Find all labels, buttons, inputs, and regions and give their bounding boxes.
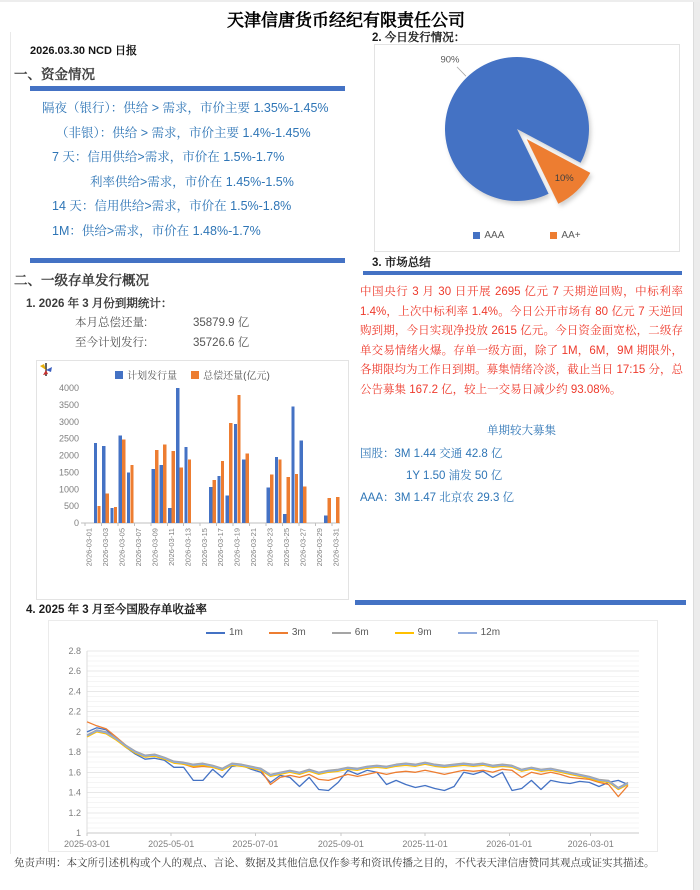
legend-label: 总偿还量(亿元) [203,371,270,382]
plan-bar [217,476,220,523]
legend-item [395,627,432,638]
bar-x-tick-label: 2026-03-03 [101,528,111,567]
line-y-tick-label: 2 [75,726,81,737]
legend-swatch [191,371,199,379]
pie-chart-legend [375,230,679,241]
legend-label: 计划发行量 [127,371,178,382]
plan-bar [168,508,171,523]
plan-bar [234,424,237,523]
plan-bar [242,460,245,523]
section-market-summary-heading: 3. 市场总结 [372,257,431,269]
legend-swatch [332,632,351,634]
funding-line: 14 天：信用供给>需求，市价在 1.5%-1.8% [52,199,292,213]
repay-bar [188,460,191,523]
repay-bar [106,493,109,523]
report-date: 2026.03.30 NCD 日报 [30,45,137,57]
bar-x-tick-label: 2026-03-17 [216,528,226,567]
disclaimer: 免责声明：本文所引述机构或个人的观点、言论、数据及其他信息仅作参考和资讯传播之目的，不代表天津信唐赞同其观点或证实其描述。 [14,857,655,869]
legend-label: 12m [480,627,501,638]
section-issuance-heading: 二、一级存单发行概况 [14,273,149,288]
plan-bar [324,516,327,523]
raise-item: AAA：3M 1.47 北京农 29.3 亿 [360,492,515,504]
raise-item: 1Y 1.50 浦发 50 亿 [406,470,503,482]
bar-y-tick-label: 2500 [58,433,79,444]
repay-bar [278,460,281,523]
line-y-tick-label: 1.4 [68,787,81,798]
page-left-edge [10,32,11,854]
large-raise-items [360,443,514,509]
bar-x-tick-label: 2026-03-29 [314,528,324,567]
line-y-tick-label: 1 [75,828,81,838]
legend-label: 1m [228,627,243,638]
divider-bar [355,600,686,605]
plan-bar [176,388,179,523]
legend-item [206,627,243,638]
plan-bar [110,508,113,523]
line-y-tick-label: 2.4 [68,686,81,697]
bar-chart-plot [37,361,346,597]
legend-item [269,627,306,638]
repay-bar [114,507,117,523]
legend-label: AA+ [561,230,581,241]
bar-y-tick-label: 3500 [58,399,79,410]
line-y-tick-label: 1.6 [68,767,81,778]
bar-chart [36,360,349,600]
funding-line: 1M：供给>需求，市价在 1.48%-1.7% [52,223,261,238]
repay-bar [237,395,240,523]
legend-label: 3m [291,627,306,638]
legend-item [550,230,580,241]
divider-bar [30,86,345,91]
legend-item [191,367,270,382]
plan-bar [94,443,97,523]
legend-swatch [395,632,414,634]
plan-bar [102,446,105,523]
legend-label: 9m [417,627,432,638]
divider-bar [363,271,682,275]
stat-label: 至今计划发行: [75,337,148,349]
repay-bar [97,506,100,523]
repay-bar [328,498,331,523]
legend-swatch [115,371,123,379]
bar-y-tick-label: 1500 [58,467,79,478]
maturity-stats-heading: 1. 2026 年 3 月份到期统计： [26,298,173,310]
line-x-tick-label: 2025-09-01 [317,839,364,849]
legend-item [473,230,504,241]
line-x-tick-label: 2025-07-01 [232,839,279,849]
legend-label: AAA [484,230,505,241]
repay-bar [287,477,290,523]
bar-x-tick-label: 2026-03-19 [232,528,242,567]
bar-y-tick-label: 2000 [58,450,79,461]
bar-y-tick-label: 4000 [58,383,79,393]
section-yield-heading: 4. 2025 年 3 月至今国股存单收益率 [26,604,207,616]
divider-bar [30,258,345,263]
maturity-stats [75,313,249,353]
bar-y-tick-label: 500 [63,501,79,512]
pie-data-label: 10% [554,172,574,184]
bar-y-tick-label: 3000 [58,416,79,427]
stat-value: 35879.9 亿 [193,317,250,329]
repay-bar [155,450,158,523]
plan-bar [275,457,278,523]
line-x-tick-label: 2025-03-01 [63,839,111,849]
legend-swatch [206,632,225,634]
repay-bar [221,461,224,523]
legend-item [115,367,177,382]
plan-bar [209,487,212,523]
funding-line: 利率供给>需求，市价在 1.45%-1.5% [90,174,294,189]
line-x-tick-label: 2026-03-01 [567,839,614,849]
pie-chart-plot [375,45,677,249]
bar-x-tick-label: 2026-03-23 [265,528,275,567]
repay-bar [130,465,133,523]
line-y-tick-label: 1.8 [68,747,81,758]
raise-item: 国股：3M 1.44 交通 42.8 亿 [360,448,503,460]
page-right-margin [693,2,700,890]
stat-row [75,313,249,333]
bar-x-tick-label: 2026-03-31 [331,528,341,567]
repay-bar [245,453,248,523]
line-series-12m [87,731,628,789]
legend-swatch [473,232,480,239]
funding-line: （非银）：供给 > 需求，市价主要 1.4%-1.45% [56,125,311,140]
bar-x-tick-label: 2026-03-05 [117,528,127,567]
line-x-tick-label: 2025-11-01 [402,839,448,849]
large-raise-subtitle: 单期较大募集 [487,425,556,437]
plan-bar [152,469,155,523]
repay-bar [295,474,298,523]
stat-value: 35726.6 亿 [193,337,250,349]
plan-bar [291,407,294,523]
line-x-tick-label: 2026-01-01 [486,839,533,849]
legend-item [458,627,500,638]
plan-bar [119,435,122,523]
bar-y-tick-label: 0 [73,518,79,528]
legend-swatch [269,632,288,634]
plan-bar [283,514,286,523]
stat-row [75,333,249,353]
line-chart-plot [49,621,655,849]
repay-bar [213,480,216,523]
repay-bar [122,439,125,523]
repay-bar [180,467,183,523]
pie-chart [374,44,680,252]
plan-bar [226,495,229,523]
line-chart [48,620,658,852]
line-x-tick-label: 2025-05-01 [148,839,195,849]
legend-swatch [550,232,557,239]
repay-bar [229,423,232,523]
bar-x-tick-label: 2026-03-01 [84,528,94,567]
plan-bar [267,488,270,523]
plan-bar [160,465,163,523]
plan-bar [184,447,187,523]
repay-bar [270,475,273,523]
legend-item [332,627,369,638]
repay-bar [163,445,166,523]
funding-line: 7 天：信用供给>需求，市价在 1.5%-1.7% [52,150,285,164]
bar-y-tick-label: 1000 [58,484,79,495]
pie-label-leader [457,67,466,76]
line-y-tick-label: 2.2 [68,706,81,717]
section-today-issue-heading: 2. 今日发行情况： [372,32,466,44]
bar-x-tick-label: 2026-03-25 [282,528,292,567]
line-y-tick-label: 2.8 [68,646,81,656]
line-y-tick-label: 1.2 [68,807,81,818]
bar-x-tick-label: 2026-03-15 [199,528,209,567]
plan-bar [300,440,303,523]
market-summary-body: 中国央行 3 月 30 日开展 2695 亿元 7 天期逆回购，中标利率 1.4%，上次中标利率 1.4%。今日公开市场有 80 亿元 7 天逆回购到期，今日实现净投放 2615 亿元。今日资金面宽松，二级存单交易情绪火爆。存单一级方面，除了 1M，6M，9M 期限外，各期限均为工作日到期。募集情绪冷淡，截止当日 17:15 分，总公告募集 167.2 亿，较上一交易日减少约 93.08%。 [360,286,683,396]
legend-swatch [458,632,477,634]
line-series-6m [87,730,628,788]
line-chart-legend [49,627,657,638]
repay-bar [303,487,306,523]
repay-bar [336,497,339,523]
plan-bar [127,473,130,523]
pie-data-label: 90% [440,54,460,66]
bar-x-tick-label: 2026-03-07 [133,528,143,567]
line-series-9m [87,732,628,790]
line-y-tick-label: 2.6 [68,666,81,677]
bar-x-tick-label: 2026-03-21 [249,528,259,567]
bar-x-tick-label: 2026-03-11 [166,528,176,566]
page-title: 天津信唐货币经纪有限责任公司 [227,11,465,30]
stat-label: 本月总偿还量: [75,317,148,329]
funding-lines [30,96,352,243]
section-funding-heading: 一、资金情况 [14,67,95,82]
bar-x-tick-label: 2026-03-09 [150,528,160,567]
repay-bar [171,451,174,523]
bar-chart-legend [37,367,348,382]
legend-label: 6m [354,627,369,638]
funding-line: 隔夜（银行）：供给 > 需求，市价主要 1.35%-1.45% [42,101,329,115]
bar-x-tick-label: 2026-03-27 [298,528,308,567]
bar-x-tick-label: 2026-03-13 [183,528,193,567]
